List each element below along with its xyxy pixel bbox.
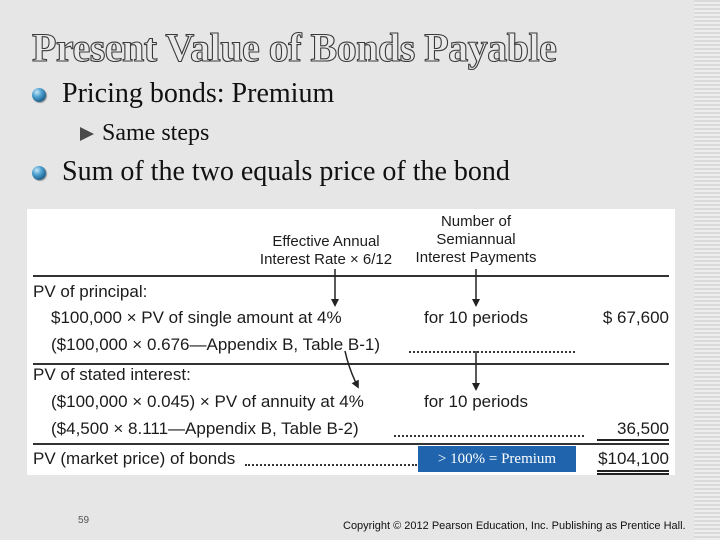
header-line: Interest Rate × 6/12 bbox=[259, 251, 393, 268]
arrow-rate-to-interest bbox=[345, 351, 357, 385]
sub-bullet-text: Same steps bbox=[102, 120, 210, 146]
principal-line1-left: $100,000 × PV of single amount at 4% bbox=[51, 308, 342, 327]
pv-principal-label: PV of principal: bbox=[33, 282, 148, 301]
bullet-icon bbox=[32, 88, 46, 102]
header-line: Interest Payments bbox=[415, 249, 537, 266]
principal-line1-right: for 10 periods bbox=[424, 308, 528, 327]
header-line: Semiannual bbox=[436, 231, 516, 248]
arrows-overlay bbox=[27, 209, 675, 475]
page-number: 59 bbox=[78, 515, 90, 526]
market-price-label: PV (market price) of bonds bbox=[33, 449, 236, 468]
interest-amount: 36,500 bbox=[617, 419, 669, 438]
premium-callout: > 100% = Premium bbox=[418, 446, 576, 472]
header-line: Number of bbox=[440, 213, 512, 230]
decorative-right-strip bbox=[694, 0, 720, 540]
bond-pricing-table bbox=[27, 209, 675, 475]
slide-title: Present Value of Bonds Payable bbox=[32, 25, 557, 70]
header-line: Effective Annual bbox=[272, 233, 380, 250]
pv-interest-label: PV of stated interest: bbox=[33, 365, 191, 384]
sub-bullet-arrow-icon bbox=[80, 127, 94, 141]
principal-line2: ($100,000 × 0.676—Appendix B, Table B-1) bbox=[51, 335, 381, 354]
bullet-icon bbox=[32, 166, 46, 180]
copyright-footer: Copyright © 2012 Pearson Education, Inc. Publishing as Prentice Hall. bbox=[343, 520, 686, 532]
interest-line1-left: ($100,000 × 0.045) × PV of annuity at 4% bbox=[51, 392, 364, 411]
interest-line1-right: for 10 periods bbox=[424, 392, 528, 411]
principal-amount: $ 67,600 bbox=[602, 308, 669, 327]
bullet-text-sum: Sum of the two equals price of the bond bbox=[62, 156, 510, 187]
interest-line2: ($4,500 × 8.111—Appendix B, Table B-2) bbox=[51, 419, 359, 438]
bullet-text-pricing: Pricing bonds: Premium bbox=[62, 78, 335, 109]
market-price-amount: $104,100 bbox=[598, 449, 669, 468]
